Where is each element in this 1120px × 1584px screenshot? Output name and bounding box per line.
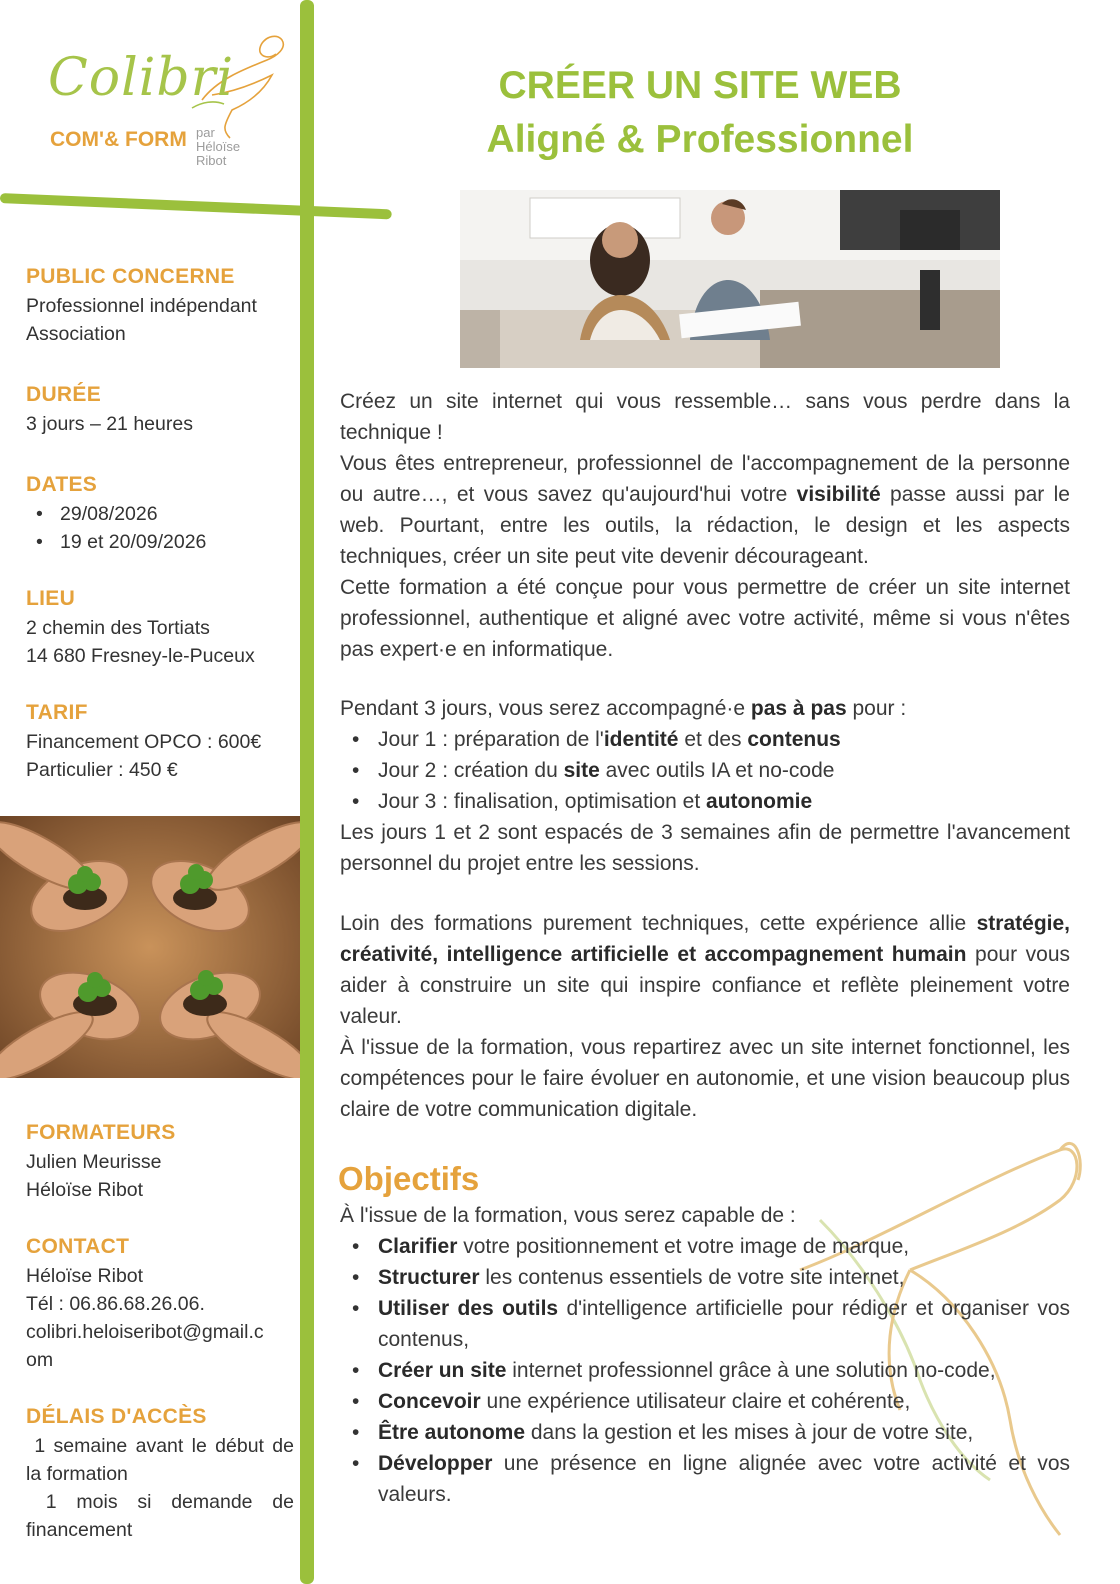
text-run: passe aussi par le web. Pourtant, entre les outils, la rédaction, le design et les aspects techniques, créer un site peut vite devenir décourageant. <box>340 483 1070 568</box>
objective-item <box>340 1262 1070 1293</box>
intro-paragraph: Créez un site internet qui vous ressemble… sans vous perdre dans la technique ! <box>340 390 1070 444</box>
programme-lead <box>340 693 1070 724</box>
objective-item <box>340 1231 1070 1262</box>
objectives-list <box>340 1231 1070 1510</box>
emphasis: contenus <box>747 728 841 751</box>
day-item <box>340 786 1070 817</box>
text-run: les contenus essentiels de votre site internet, <box>479 1266 905 1289</box>
tarif-line: Financement OPCO : 600€ <box>26 731 262 753</box>
objectives-section <box>340 1200 1070 1510</box>
page-subtitle: Aligné & Professionnel <box>486 118 914 161</box>
duree-heading: DURÉE <box>26 383 102 406</box>
intro-section <box>340 386 1070 665</box>
lieu-section <box>26 584 298 670</box>
logo-author-line: Ribot <box>196 153 227 168</box>
vertical-divider <box>300 0 314 1584</box>
delais-line: 1 semaine avant le début de la formation <box>26 1435 300 1485</box>
text-run: une expérience utilisateur claire et cohérente, <box>480 1390 911 1413</box>
brand-logo <box>40 36 280 186</box>
text-run: d'intelligence artificielle pour rédiger et organiser vos contenus, <box>378 1297 1070 1351</box>
text-run: Jour 2 : création du <box>378 759 564 782</box>
contact-heading: CONTACT <box>26 1235 130 1258</box>
date-item: • 19 et 20/09/2026 <box>26 528 298 556</box>
objective-item <box>340 1355 1070 1386</box>
programme-note: Les jours 1 et 2 sont espacés de 3 semaines afin de permettre l'avancement personnel du projet entre les sessions. <box>340 821 1070 875</box>
emphasis: autonomie <box>706 790 813 813</box>
logo-author <box>196 126 240 168</box>
public-section <box>26 262 298 348</box>
text-run: Jour 3 : finalisation, optimisation et <box>378 790 707 813</box>
emphasis: Créer un site <box>378 1359 507 1382</box>
objective-item <box>340 1293 1070 1355</box>
horizontal-divider <box>0 193 392 219</box>
formateur-name: Julien Meurisse <box>26 1151 162 1173</box>
text-run: internet professionnel grâce à une solution no-code, <box>506 1359 996 1382</box>
objectives-title: Objectifs <box>338 1160 480 1197</box>
text-run: Jour 1 : préparation de l' <box>378 728 604 751</box>
delais-heading: DÉLAIS D'ACCÈS <box>26 1405 207 1428</box>
delais-line: 1 mois si demande de financement <box>26 1491 300 1541</box>
text-run: pour vous aider à construire un site qui inspire confiance et reflète pleinement votre valeur. <box>340 943 1071 1028</box>
duree-value: 3 jours – 21 heures <box>26 413 193 435</box>
lieu-heading: LIEU <box>26 587 76 610</box>
contact-section <box>26 1232 298 1374</box>
text-run: une présence en ligne alignée avec votre activité et vos valeurs. <box>378 1452 1070 1506</box>
text-run: Loin des formations purement techniques, cette expérience allie <box>340 912 977 935</box>
text-run: et des <box>678 728 748 751</box>
tarif-line: Particulier : 450 € <box>26 759 178 781</box>
programme-days <box>340 724 1070 817</box>
page-title: CRÉER UN SITE WEB <box>498 64 902 107</box>
text-run: pour : <box>846 697 907 720</box>
emphasis: pas à pas <box>750 697 847 720</box>
logo-script-text: Colibri <box>48 48 235 108</box>
dates-heading: DATES <box>26 473 98 496</box>
objective-item <box>340 1448 1070 1510</box>
emphasis: visibilité <box>796 483 881 506</box>
day-item <box>340 755 1070 786</box>
approach-paragraph: À l'issue de la formation, vous repartirez avec un site internet fonctionnel, les compétences pour le faire évoluer en autonomie, et une vision beaucoup plus claire de votre communication digitale. <box>340 1036 1070 1121</box>
contact-email[interactable]: colibri.heloiseribot@gmail.c <box>26 1321 264 1343</box>
text-run: avec outils IA et no-code <box>599 759 835 782</box>
emphasis: Concevoir <box>378 1390 481 1413</box>
dates-section <box>26 470 298 556</box>
logo-author-line: par <box>196 125 215 140</box>
public-line: Association <box>26 323 126 345</box>
formateurs-heading: FORMATEURS <box>26 1121 176 1144</box>
text-run: dans la gestion et les mises à jour de votre site, <box>525 1421 974 1444</box>
emphasis: identité <box>603 728 679 751</box>
logo-brand-text: COM'& FORM <box>50 128 187 151</box>
objectives-lead: À l'issue de la formation, vous serez capable de : <box>340 1204 796 1227</box>
public-line: Professionnel indépendant <box>26 295 257 317</box>
programme-section <box>340 693 1070 879</box>
tarif-heading: TARIF <box>26 701 88 724</box>
emphasis: Développer <box>378 1452 493 1475</box>
workshop-photo <box>460 190 1000 368</box>
contact-email-continued[interactable]: om <box>26 1349 54 1371</box>
tarif-section <box>26 698 298 784</box>
emphasis: Clarifier <box>378 1235 458 1258</box>
dates-list <box>26 500 298 556</box>
delais-section <box>26 1402 300 1544</box>
emphasis: site <box>563 759 600 782</box>
text-run: votre positionnement et votre image de marque, <box>457 1235 910 1258</box>
approach-paragraph <box>340 908 1070 1032</box>
contact-phone[interactable]: Tél : 06.86.68.26.06. <box>26 1293 205 1315</box>
intro-paragraph <box>340 448 1070 572</box>
date-item: • 29/08/2026 <box>26 500 298 528</box>
intro-paragraph: Cette formation a été conçue pour vous permettre de créer un site internet professionnel, authentique et aligné avec votre activité, même si vous n'êtes pas expert·e en informatique. <box>340 576 1070 661</box>
text-run: Vous êtes entrepreneur, professionnel de l'accompagnement de la personne ou autre…, et vous savez qu'aujourd'hui votre <box>340 452 1070 506</box>
emphasis: stratégie, créativité, intelligence artificielle et accompagnement humain <box>340 912 1070 966</box>
text-run: Pendant 3 jours, vous serez accompagné·e <box>340 697 751 720</box>
logo-author-line: Héloïse <box>196 139 241 154</box>
day-item <box>340 724 1070 755</box>
approach-section <box>340 908 1070 1125</box>
address-line: 2 chemin des Tortiats <box>26 617 210 639</box>
public-heading: PUBLIC CONCERNE <box>26 265 235 288</box>
emphasis: Être autonome <box>378 1421 526 1444</box>
emphasis: Utiliser des outils <box>378 1297 559 1320</box>
duree-section <box>26 380 298 438</box>
emphasis: Structurer <box>378 1266 480 1289</box>
formateur-name: Héloïse Ribot <box>26 1179 144 1201</box>
formateurs-section <box>26 1118 298 1204</box>
contact-name: Héloïse Ribot <box>26 1265 144 1287</box>
objective-item <box>340 1417 1070 1448</box>
plants-photo <box>0 816 300 1078</box>
objective-item <box>340 1386 1070 1417</box>
address-line: 14 680 Fresney-le-Puceux <box>26 645 255 667</box>
